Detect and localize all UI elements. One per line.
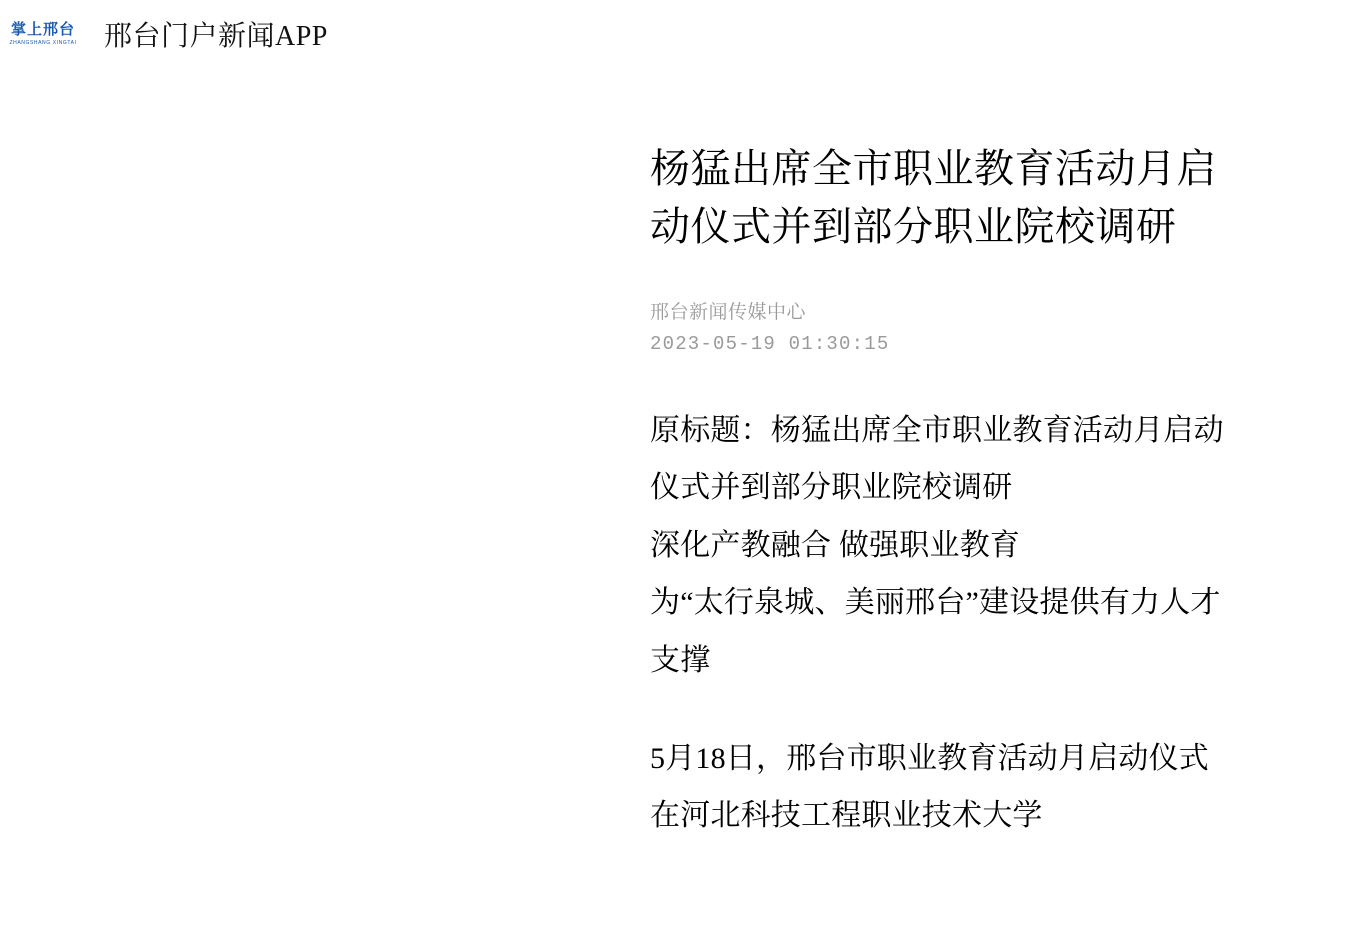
logo-subtitle-text: ZHANGSHANG XINGTAI [9, 39, 77, 46]
article-lead-line-3: 为“太行泉城、美丽邢台”建设提供有力人才支撑 [650, 586, 1221, 678]
logo-mark-text: 掌上邢台 [10, 21, 75, 38]
article-source: 邢台新闻传媒中心 [650, 301, 807, 323]
article-timestamp: 2023-05-19 01:30:15 [650, 333, 890, 356]
article-container [0, 140, 1348, 845]
article-body [650, 402, 1233, 845]
article-paragraph-1: 5月18日，邢台市职业教育活动月启动仪式在河北科技工程职业技术大学 [650, 741, 1209, 833]
app-logo[interactable] [10, 14, 76, 54]
article-lead-line-1: 原标题：杨猛出席全市职业教育活动月启动仪式并到部分职业院校调研 [650, 413, 1224, 505]
app-header [0, 0, 1348, 58]
article-meta [650, 299, 1233, 360]
article-title: 杨猛出席全市职业教育活动月启动仪式并到部分职业院校调研 [650, 146, 1217, 250]
article-lead-line-2: 深化产教融合 做强职业教育 [650, 528, 1021, 562]
app-name-title: 邢台门户新闻APP [104, 21, 328, 52]
